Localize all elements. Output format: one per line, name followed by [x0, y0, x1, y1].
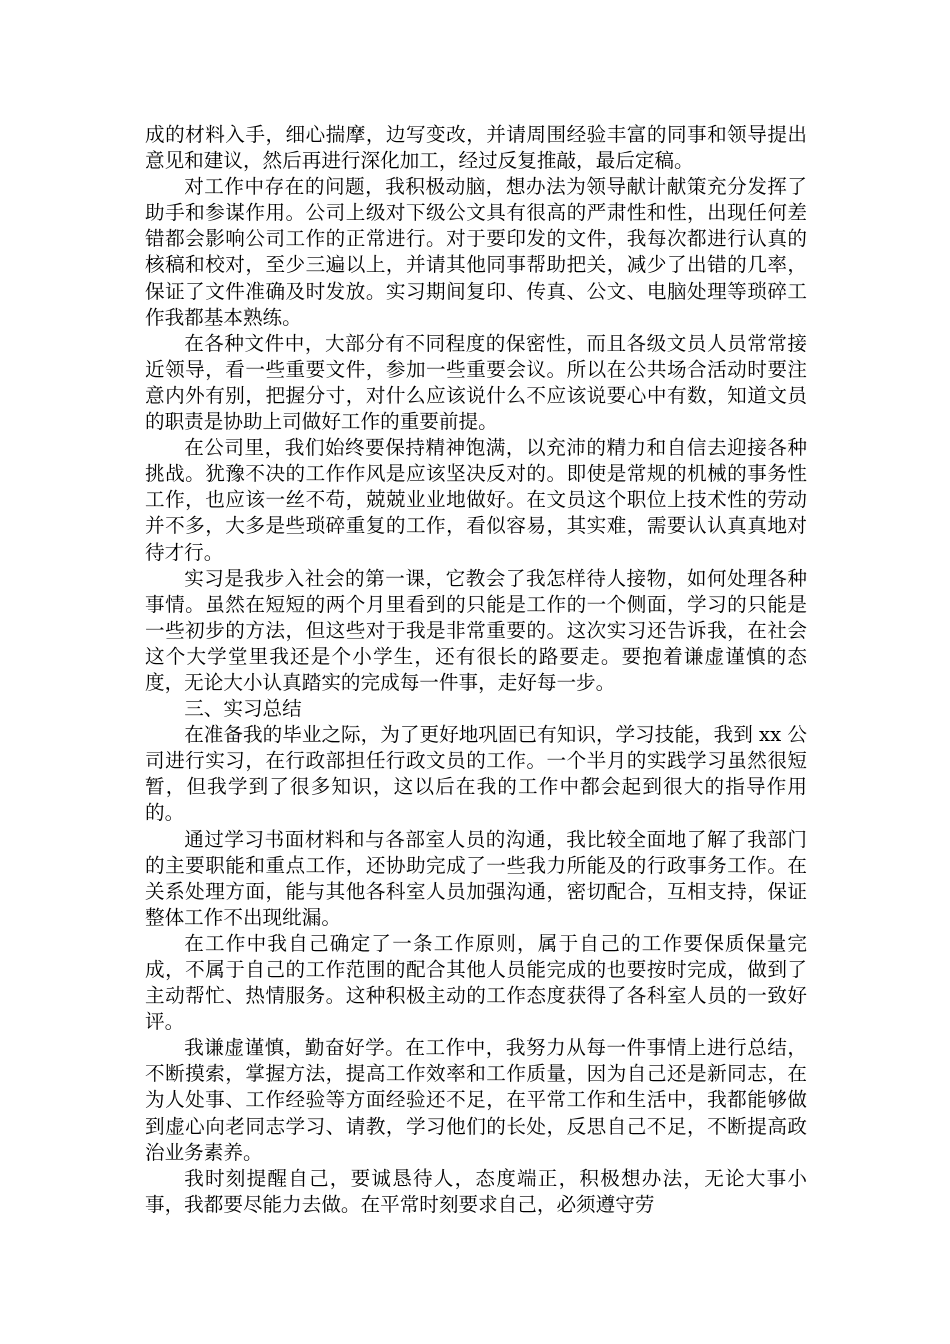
paragraph-continuation: 成的材料入手，细心揣摩，边写变改，并请周围经验丰富的同事和领导提出意见和建议，然后再进行深化加工，经过反复推敲，最后定稿。: [145, 123, 807, 173]
paragraph-confidentiality: 在各种文件中，大部分有不同程度的保密性，而且各级文员人员常常接近领导，看一些重要文件，参加一些重要会议。所以在公共场合活动时要注意内外有别，把握分寸，对什么应该说什么不应该说要心中有数，知道文员的职责是协助上司做好工作的重要前提。: [145, 331, 807, 434]
paragraph-communication: 通过学习书面材料和与各部室人员的沟通，我比较全面地了解了我部门的主要职能和重点工作，还协助完成了一些我力所能及的行政事务工作。在关系处理方面，能与其他各科室人员加强沟通，密切配合，互相支持，保证整体工作不出现纰漏。: [145, 827, 807, 929]
paragraph-summary-intro: 在准备我的毕业之际，为了更好地巩固已有知识，学习技能，我到 xx 公司进行实习，在行政部担任行政文员的工作。一个半月的实践学习虽然很短暂，但我学到了很多知识，这以后在我的工作中都会起到很大的指导作用的。: [145, 723, 807, 825]
paragraph-work-attitude: 在公司里，我们始终要保持精神饱满，以充沛的精力和自信去迎接各种挑战。犹豫不决的工作作风是应该坚决反对的。即使是常规的机械的事务性工作，也应该一丝不苟，兢兢业业地做好。在文员这个职位上技术性的劳动并不多，大多是些琐碎重复的工作，看似容易，其实难，需要认认真真地对待才行。: [145, 436, 807, 564]
paragraph-humble-learning: 我谦虚谨慎，勤奋好学。在工作中，我努力从每一件事情上进行总结，不断摸索，掌握方法，提高工作效率和工作质量，因为自己还是新同志，在为人处事、工作经验等方面经验还不足，在平常工作和生活中，我都能够做到虚心向老同志学习、请教，学习他们的长处，反思自己不足，不断提高政治业务素养。: [145, 1036, 807, 1164]
paragraph-first-lesson: 实习是我步入社会的第一课，它教会了我怎样待人接物，如何处理各种事情。虽然在短短的两个月里看到的只能是工作的一个侧面，学习的只能是一些初步的方法，但这些对于我是非常重要的。这次实习还告诉我，在社会这个大学堂里我还是个小学生，还有很长的路要走。要抱着谦虚谨慎的态度，无论大小认真踏实的完成每一件事，走好每一步。: [145, 566, 807, 694]
document-page: [145, 122, 807, 1218]
paragraph-problem-solving: 对工作中存在的问题，我积极动脑，想办法为领导献计献策充分发挥了助手和参谋作用。公司上级对下级公文具有很高的严肃性和性，出现任何差错都会影响公司工作的正常进行。对于要印发的文件，我每次都进行认真的核稿和校对，至少三遍以上，并请其他同事帮助把关，减少了出错的几率，保证了文件准确及时发放。实习期间复印、传真、公文、电脑处理等琐碎工作我都基本熟练。: [145, 175, 807, 329]
section-heading-internship-summary: 三、实习总结: [184, 697, 302, 721]
paragraph-self-reminder: 我时刻提醒自己，要诚恳待人，态度端正，积极想办法，无论大事小事，我都要尽能力去做。在平常时刻要求自己，必须遵守劳: [145, 1166, 807, 1216]
paragraph-work-principle: 在工作中我自己确定了一条工作原则，属于自己的工作要保质保量完成，不属于自己的工作范围的配合其他人员能完成的也要按时完成，做到了主动帮忙、热情服务。这种积极主动的工作态度获得了各科室人员的一致好评。: [145, 931, 807, 1034]
